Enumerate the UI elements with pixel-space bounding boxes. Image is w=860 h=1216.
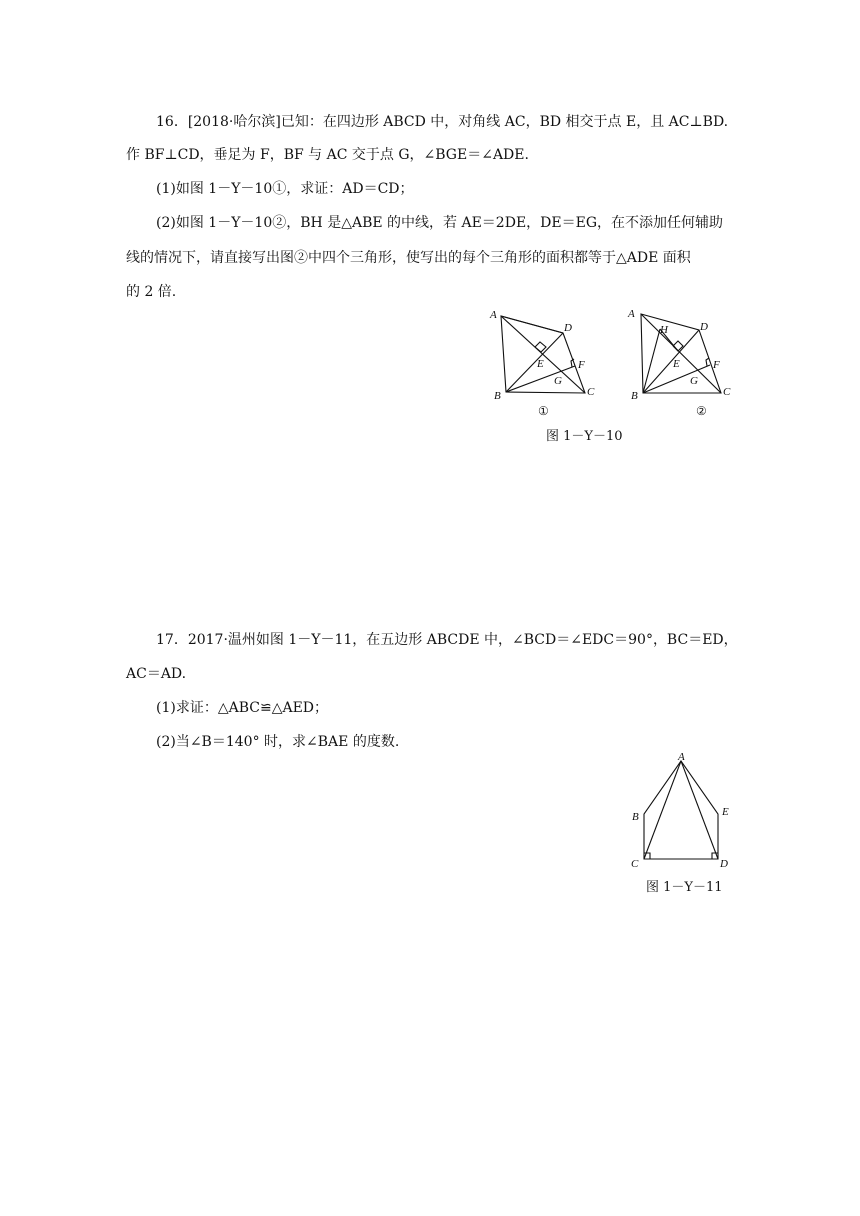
segment-ad [681,761,718,859]
fig2-label-g: G [690,375,698,387]
figure-16-diagram-1 [488,302,608,422]
fig17-label-e: E [722,806,729,818]
fig2-marker: ② [696,404,707,418]
problem16-part2-line2: 线的情况下，请直接写出图②中四个三角形，使写出的每个三角形的面积都等于△ADE 面积 [126,250,691,266]
problem16-line2: 作 BF⊥CD，垂足为 F，BF 与 AC 交于点 G，∠BGE＝∠ADE. [126,147,529,163]
fig17-label-a: A [678,752,685,763]
fig1-label-b: B [494,390,501,402]
fig2-label-e: E [673,358,680,370]
fig2-label-b: B [631,390,638,402]
problem16-part2-line1: (2)如图 1－Y－10②，BH 是△ABE 的中线，若 AE＝2DE，DE＝EG，在不添加任何辅助 [156,215,724,231]
figure-16-caption: 图 1－Y－10 [546,429,623,444]
fig2-label-c: C [723,386,731,398]
figure-17-diagram [622,752,742,877]
fig2-label-h: H [660,324,668,336]
fig17-label-b: B [632,811,639,823]
problem17-part2: (2)当∠B＝140° 时，求∠BAE 的度数. [156,734,400,750]
right-angle-f-2 [706,358,709,366]
fig1-label-d: D [564,322,572,334]
right-angle-e [535,342,546,352]
problem17-line1: 17．2017·温州如图 1－Y－11，在五边形 ABCDE 中，∠BCD＝∠EDC＝90°，BC＝ED， [156,632,738,648]
fig1-label-c: C [587,386,595,398]
problem16-part2-line3: 的 2 倍. [126,284,177,300]
segment-ac [644,761,681,859]
fig1-label-e: E [537,358,544,370]
fig1-marker: ① [538,404,549,418]
problem17-part1: (1)求证：△ABC≌△AED； [156,700,329,716]
figure-17-caption: 图 1－Y－11 [646,880,723,895]
figure-16-diagram-2 [622,302,742,422]
fig2-label-d: D [700,321,708,333]
problem17-line2: AC＝AD. [126,666,187,682]
fig17-label-c: C [631,858,639,870]
fig2-label-f: F [713,359,720,371]
fig1-label-f: F [578,359,585,371]
problem16-part1: (1)如图 1－Y－10①，求证：AD＝CD； [156,181,414,197]
fig2-label-a: A [628,308,635,320]
fig1-label-g: G [554,375,562,387]
fig17-label-d: D [720,858,728,870]
fig1-label-a: A [490,309,497,321]
problem16-line1: 16．[2018·哈尔滨]已知：在四边形 ABCD 中，对角线 AC，BD 相交于点 E，且 AC⊥BD. [156,114,729,130]
pentagon-abcde [644,761,718,859]
